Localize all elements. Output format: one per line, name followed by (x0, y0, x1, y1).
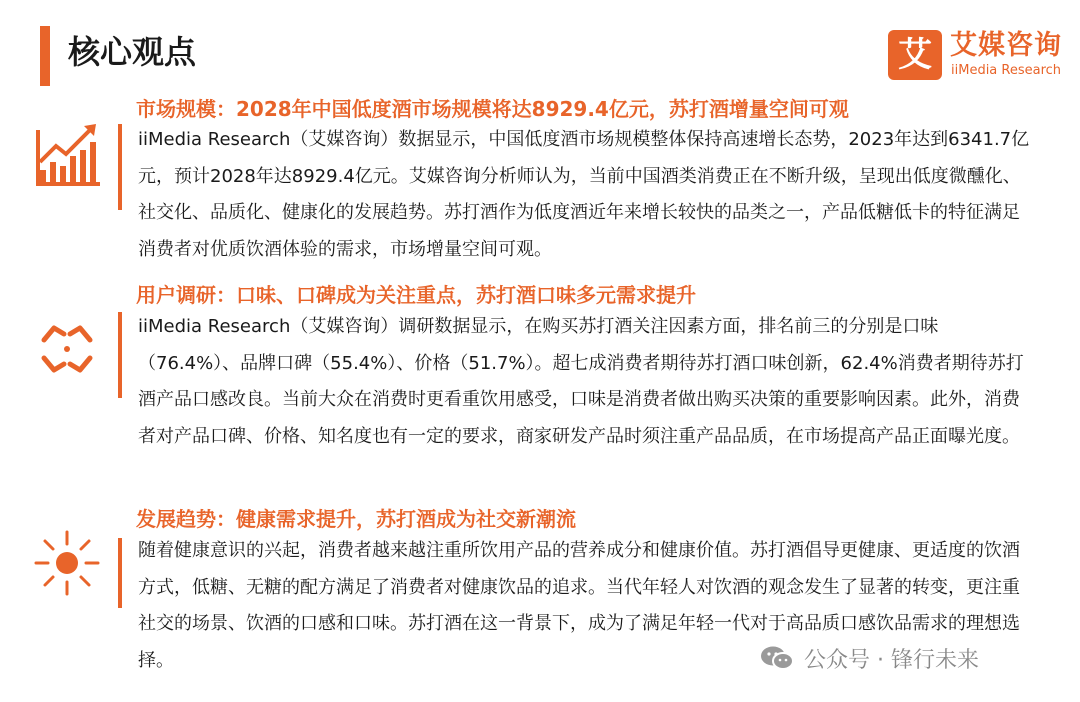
section-heading: 市场规模：2028年中国低度酒市场规模将达8929.4亿元，苏打酒增量空间可观 (136, 97, 849, 121)
expand-arrows-icon (30, 312, 104, 386)
section-heading: 用户调研：口味、口碑成为关注重点，苏打酒口味多元需求提升 (136, 283, 696, 307)
section-body: iiMedia Research（艾媒咨询）调研数据显示，在购买苏打酒关注因素方面，排名前三的分别是口味（76.4%）、品牌口碑（55.4%）、价格（51.7%）。超七成消费者期待苏打酒口味创新，62.4%消费者期待苏打酒产品口感改良。当前大众在消费时更看重饮用感受，口味是消费者做出购买决策的重要影响因素。此外，消费者对产品口碑、价格、知名度也有一定的要求，商家研发产品时须注重产品品质，在市场提高产品正面曝光度。 (138, 316, 1024, 447)
section-accent-bar (118, 312, 122, 398)
logo-mark: 艾 (888, 30, 942, 80)
section-accent-bar (118, 124, 122, 210)
watermark (760, 640, 979, 676)
section-accent-bar (118, 538, 122, 608)
section-body: iiMedia Research（艾媒咨询）数据显示，中国低度酒市场规模整体保持高速增长态势，2023年达到6341.7亿元，预计2028年达8929.4亿元。艾媒咨询分析师认为，当前中国酒类消费正在不断升级，呈现出低度微醺化、社交化、品质化、健康化的发展趋势。苏打酒作为低度酒近年来增长较快的品类之一，产品低糖低卡的特征满足消费者对优质饮酒体验的需求，市场增量空间可观。 (138, 129, 1030, 260)
sun-icon (30, 526, 104, 600)
logo-name-en: iiMedia Research (951, 63, 1062, 78)
wechat-icon (760, 645, 794, 671)
page-title: 核心观点 (68, 33, 197, 71)
title-accent-bar (40, 26, 50, 86)
watermark-text: 公众号 · 锋行未来 (804, 647, 979, 673)
logo-name-cn: 艾媒咨询 (950, 30, 1062, 61)
growth-chart-icon (30, 116, 104, 190)
section-heading: 发展趋势：健康需求提升，苏打酒成为社交新潮流 (136, 507, 576, 531)
section-body: 随着健康意识的兴起，消费者越来越注重所饮用产品的营养成分和健康价值。苏打酒倡导更健康、更适度的饮酒方式，低糖、无糖的配方满足了消费者对健康饮品的追求。当代年轻人对饮酒的观念发生了显著的转变，更注重社交的场景、饮酒的口感和口味。苏打酒在这一背景下，成为了满足年轻一代对于高品质口感饮品需求的理想选择。 (138, 540, 1020, 671)
brand-logo (888, 30, 1068, 86)
